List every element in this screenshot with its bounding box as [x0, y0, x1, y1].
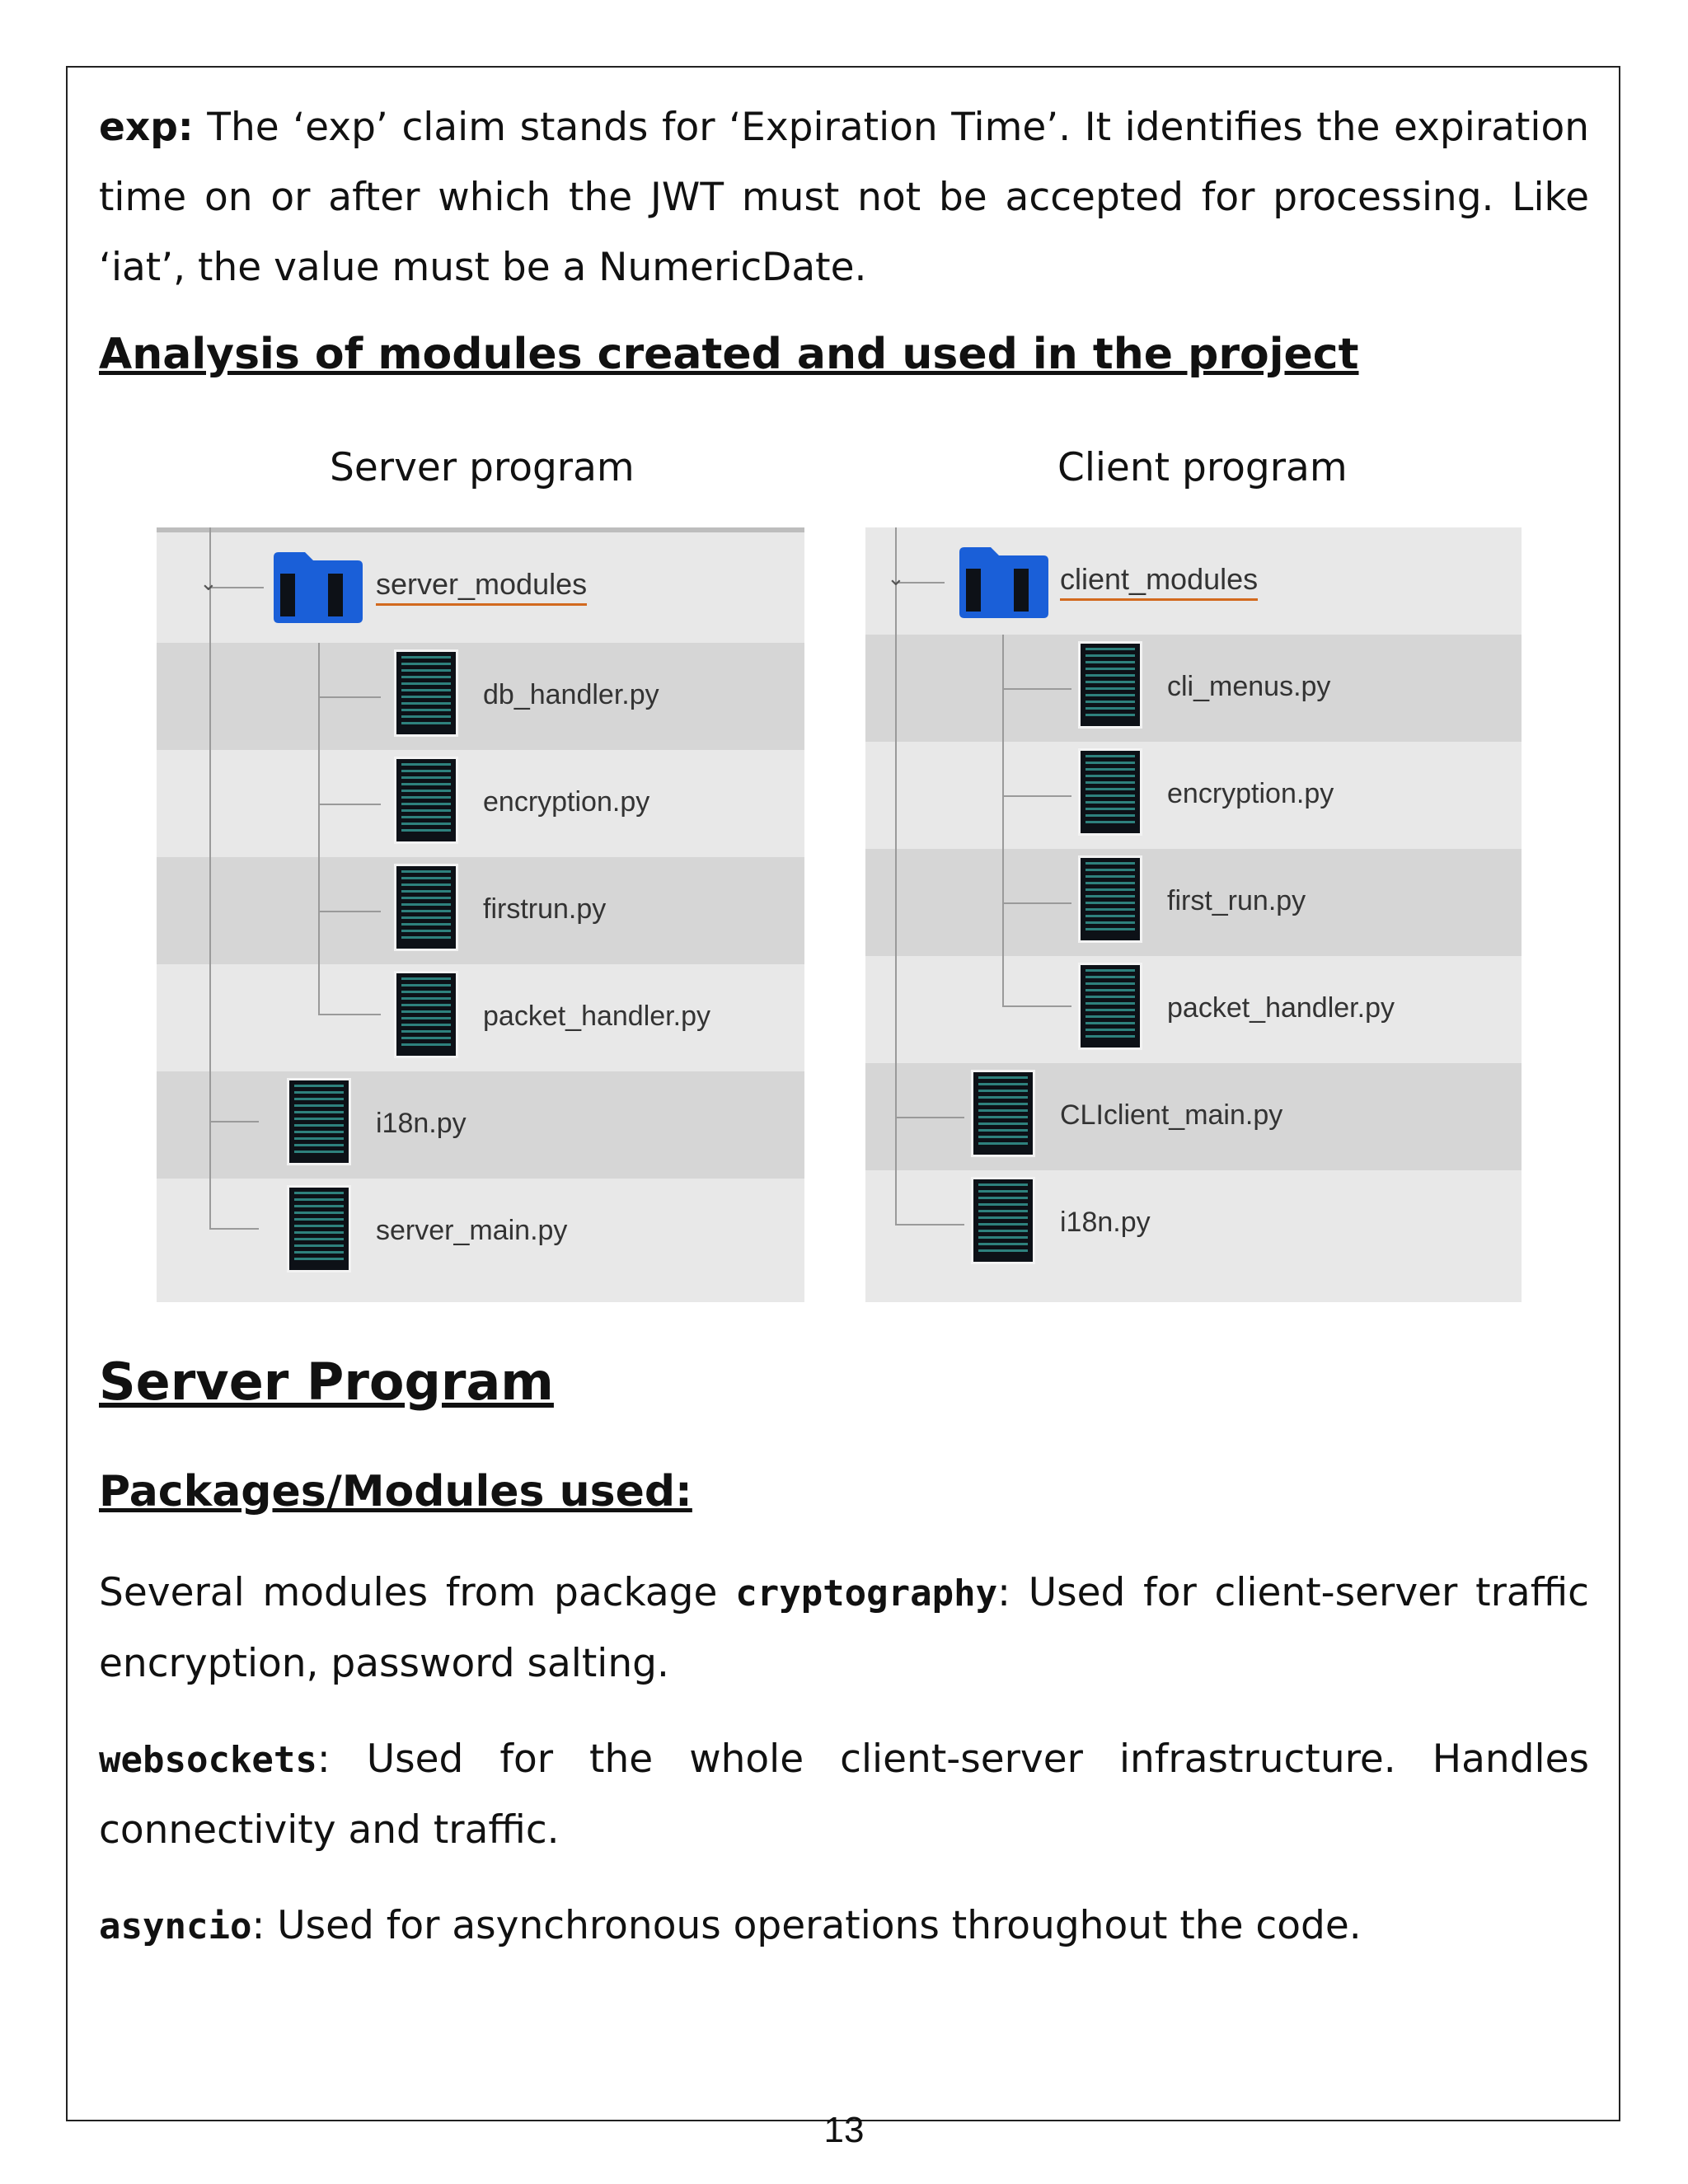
package-asyncio — [99, 1891, 1589, 1961]
server-child-file[interactable]: packet_handler.py — [483, 1001, 710, 1032]
python-file-icon — [394, 971, 458, 1058]
analysis-heading: Analysis of modules created and used in the project — [99, 330, 1359, 379]
exp-paragraph — [99, 92, 1589, 302]
client-file-tree — [865, 527, 1522, 1302]
server-program-heading: Server Program — [99, 1352, 554, 1412]
package-description: : Used for the whole client-server infrastructure. Handles connectivity and traffic. — [99, 1736, 1589, 1853]
exp-term: exp: — [99, 105, 194, 150]
python-file-icon — [394, 757, 458, 844]
packages-heading: Packages/Modules used: — [99, 1467, 692, 1516]
server-root-file[interactable]: server_main.py — [376, 1215, 568, 1246]
python-file-icon — [287, 1078, 351, 1165]
python-file-icon — [1078, 641, 1142, 729]
server-file-tree — [157, 527, 804, 1302]
package-description: : Used for asynchronous operations throughout the code. — [251, 1903, 1362, 1948]
package-websockets — [99, 1724, 1589, 1865]
server-root-file[interactable]: i18n.py — [376, 1108, 467, 1139]
package-pre: Several modules from package — [99, 1570, 736, 1615]
exp-text: The ‘exp’ claim stands for ‘Expiration Time’. It identifies the expiration time on or after which the JWT must not be accepted for processing. Like ‘iat’, the value must be a NumericDate. — [99, 105, 1589, 290]
python-file-icon — [1078, 748, 1142, 836]
client-root-file[interactable]: i18n.py — [1060, 1207, 1151, 1238]
client-child-file[interactable]: encryption.py — [1167, 778, 1334, 809]
python-file-icon — [971, 1177, 1035, 1264]
package-code: asyncio — [99, 1905, 252, 1947]
client-child-file[interactable]: cli_menus.py — [1167, 671, 1331, 702]
python-file-icon — [1078, 855, 1142, 943]
folder-icon — [270, 549, 366, 625]
server-modules-folder-label[interactable]: server_modules — [376, 567, 587, 606]
package-description: : Used for client-server traffic encryption, password salting. — [99, 1570, 1589, 1686]
python-file-icon — [971, 1070, 1035, 1157]
python-file-icon — [394, 649, 458, 737]
client-program-caption: Client program — [1057, 445, 1348, 490]
client-root-file[interactable]: CLIclient_main.py — [1060, 1099, 1283, 1131]
package-code: cryptography — [735, 1572, 998, 1615]
python-file-icon — [287, 1185, 351, 1272]
server-child-file[interactable]: encryption.py — [483, 786, 650, 818]
python-file-icon — [394, 864, 458, 951]
server-child-file[interactable]: db_handler.py — [483, 679, 659, 710]
page-number: 13 — [823, 2110, 865, 2150]
client-child-file[interactable]: first_run.py — [1167, 885, 1306, 916]
chevron-down-icon[interactable]: ⌄ — [199, 570, 218, 595]
server-program-caption: Server program — [330, 445, 635, 490]
folder-icon — [956, 544, 1052, 620]
python-file-icon — [1078, 963, 1142, 1050]
package-code: websockets — [99, 1739, 317, 1781]
client-child-file[interactable]: packet_handler.py — [1167, 992, 1395, 1024]
server-child-file[interactable]: firstrun.py — [483, 893, 607, 925]
package-cryptography — [99, 1558, 1589, 1699]
chevron-down-icon[interactable]: ⌄ — [887, 565, 905, 590]
client-modules-folder-label[interactable]: client_modules — [1060, 562, 1258, 601]
